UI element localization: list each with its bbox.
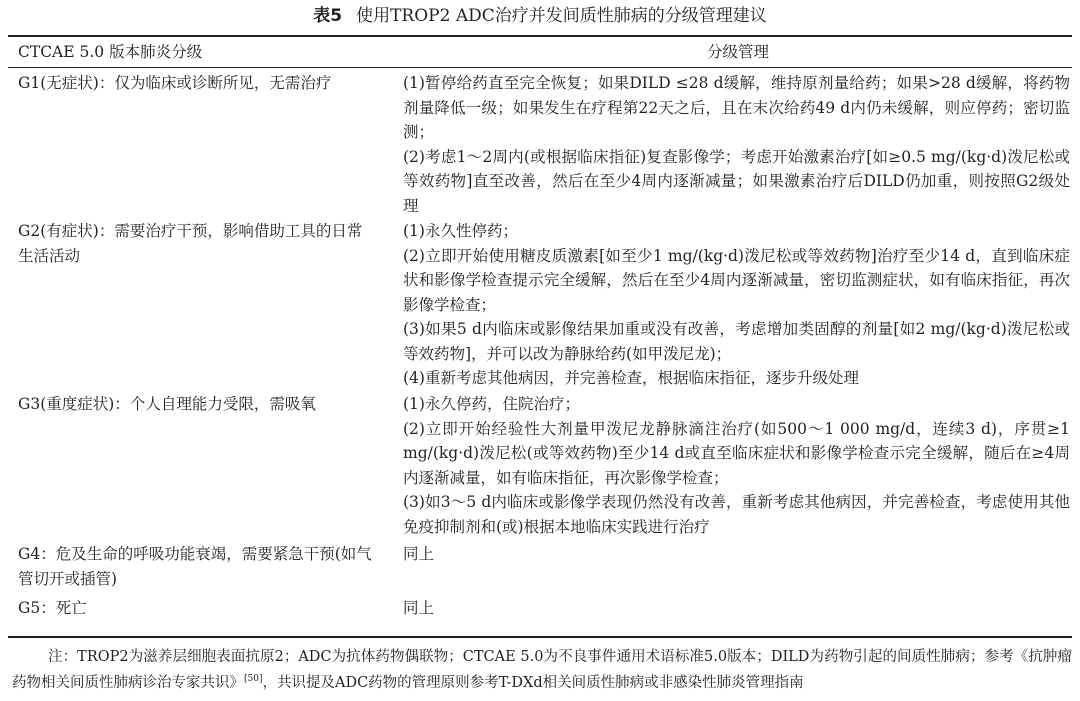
- management-cell: [403, 219, 1070, 392]
- grade-cell: G2(有症状)：需要治疗干预，影响借助工具的日常生活活动: [18, 222, 363, 265]
- management-item: (1)暂停给药直至完全恢复；如果DILD ≤28 d缓解，维持原剂量给药；如果>28 d缓解，将药物剂量降低一级；如果发生在疗程第22天之后，且在末次给药49 d内仍未缓解，则应停药；密切监测；: [403, 74, 1070, 141]
- management-item: (1)永久性停药；: [403, 222, 518, 240]
- note-text-continued: ，共识提及ADC药物的管理原则参考T-DXd相关间质性肺病或非感染性肺炎管理指南: [262, 675, 804, 691]
- header-grade: CTCAE 5.0 版本肺炎分级: [18, 43, 203, 61]
- header-management: 分级管理: [706, 43, 769, 61]
- note-text: 注：TROP2为滋养层细胞表面抗原2；ADC为抗体药物偶联物；CTCAE 5.0为不良事件通用术语标准5.0版本；DILD为药物引起的间质性肺病；参考《抗肿瘤药物相关间质性肺病诊治专家共识》: [12, 649, 1072, 691]
- grade-cell: G4：危及生命的呼吸功能衰竭，需要紧急干预(如气管切开或插管): [18, 545, 372, 588]
- management-item: (4)重新考虑其他病因，并完善检查，根据临床指征，逐步升级处理: [403, 369, 859, 387]
- management-cell: [403, 542, 1070, 596]
- table-header: [0, 38, 1080, 66]
- table-body: [0, 71, 1080, 626]
- table-top-rule: [8, 35, 1072, 37]
- table-title: 使用TROP2 ADC治疗并发间质性肺病的分级管理建议: [356, 6, 767, 26]
- table-caption: [0, 4, 1080, 28]
- management-item: (1)永久停药，住院治疗；: [403, 395, 580, 413]
- table-row: [0, 71, 1080, 219]
- grade-cell: G1(无症状)：仅为临床或诊断所见，无需治疗: [18, 74, 332, 92]
- management-cell: [403, 596, 1070, 626]
- management-cell: [403, 392, 1070, 542]
- table-row: [0, 542, 1080, 596]
- table-bottom-rule: [8, 636, 1072, 638]
- management-item: (3)如果5 d内临床或影像结果加重或没有改善，考虑增加类固醇的剂量[如2 mg/(kg·d)泼尼松或等效药物]，并可以改为静脉给药(如甲泼尼龙)；: [403, 320, 1070, 363]
- note-reference: [50]: [244, 674, 263, 685]
- management-item: (2)立即开始经验性大剂量甲泼尼龙静脉滴注治疗(如500～1 000 mg/d，连续3 d)，序贯≥1 mg/(kg·d)泼尼松(或等效药物)至少14 d或直至临床症状和影像学检查示完全缓解，随后在≥4周内逐渐减量，如有临床指征，再次影像学检查；: [403, 419, 1070, 487]
- table-header-rule: [8, 67, 1072, 68]
- grade-cell: G3(重度症状)：个人自理能力受限，需吸氧: [18, 395, 316, 413]
- grade-cell: G5：死亡: [18, 599, 87, 617]
- management-item: (2)考虑1～2周内(或根据临床指征)复查影像学；考虑开始激素治疗[如≥0.5 mg/(kg·d)泼尼松或等效药物]直至改善，然后在至少4周内逐渐减量；如果激素治疗后DILD仍加重，则按照G2级处理: [403, 147, 1070, 215]
- table-number: 表5: [313, 6, 343, 26]
- table-row: [0, 596, 1080, 626]
- management-cell: [403, 71, 1070, 219]
- table-note: [12, 644, 1072, 696]
- table-row: [0, 392, 1080, 542]
- management-item: 同上: [403, 545, 435, 563]
- management-item: (3)如3～5 d内临床或影像学表现仍然没有改善，重新考虑其他病因，并完善检查，考虑使用其他免疫抑制剂和(或)根据本地临床实践进行治疗: [403, 493, 1070, 536]
- management-item: (2)立即开始使用糖皮质激素[如至少1 mg/(kg·d)泼尼松或等效药物]治疗至少14 d，直到临床症状和影像学检查提示完全缓解，然后在至少4周内逐渐减量，密切监测症状，如有临床指征，再次影像学检查；: [403, 246, 1070, 314]
- management-item: 同上: [403, 599, 435, 617]
- table-row: [0, 219, 1080, 392]
